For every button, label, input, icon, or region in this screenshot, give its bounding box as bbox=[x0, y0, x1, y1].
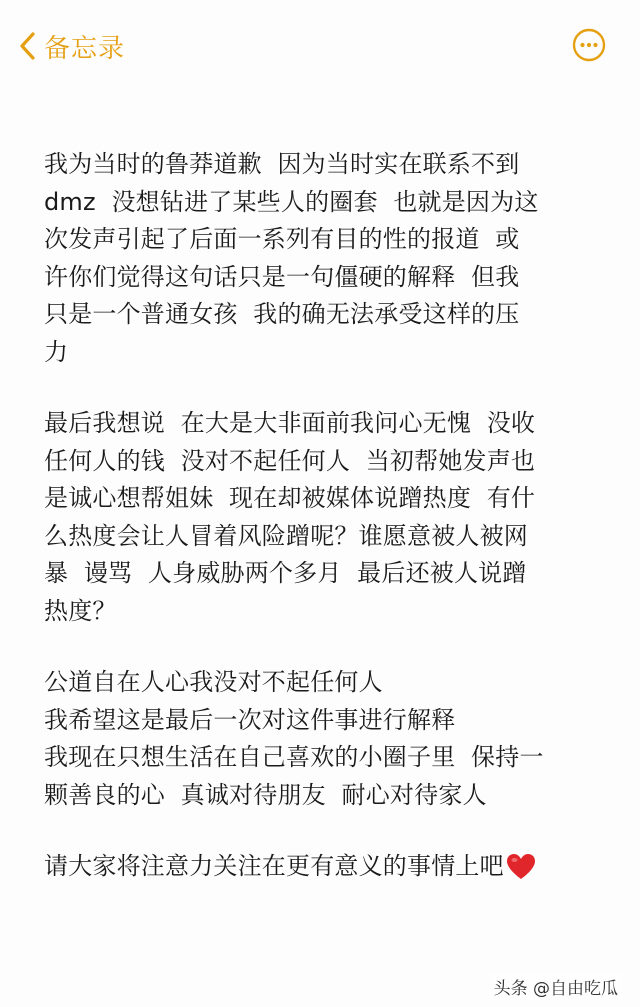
note-line: 我现在只想生活在自己喜欢的小圈子里 保持一 bbox=[44, 743, 544, 771]
note-line: 请大家将注意力关注在更有意义的事情上吧 bbox=[44, 852, 504, 880]
note-line: 只是一个普通女孩 我的确无法承受这样的压 bbox=[44, 300, 520, 328]
note-line: 暴 谩骂 人身威胁两个多月 最后还被人说蹭 bbox=[44, 559, 527, 587]
note-paragraph bbox=[44, 848, 604, 886]
note-paragraph bbox=[44, 664, 604, 814]
note-line: 颗善良的心 真诚对待朋友 耐心对待家人 bbox=[44, 780, 487, 809]
chevron-left-icon bbox=[18, 31, 38, 61]
ellipsis-circle-icon bbox=[572, 28, 606, 62]
note-line: 我希望这是最后一次对这件事进行解释 bbox=[44, 705, 456, 734]
watermark: 头条 @自由吃瓜 bbox=[490, 972, 622, 1001]
note-line: 么热度会让人冒着风险蹭呢？谁愿意被人被网 bbox=[44, 521, 528, 550]
note-line: 任何人的钱 没对不起任何人 当初帮她发声也 bbox=[44, 446, 536, 475]
note-paragraph bbox=[44, 405, 604, 630]
more-options-button[interactable] bbox=[572, 28, 606, 62]
back-button[interactable] bbox=[18, 24, 125, 68]
note-line: 是诚心想帮姐妹 现在却被媒体说蹭热度 有什 bbox=[44, 484, 536, 512]
note-line: 许你们觉得这句话只是一句僵硬的解释 但我 bbox=[44, 262, 520, 291]
back-button-label: 备忘录 bbox=[44, 33, 126, 64]
note-line: dmz 没想钻进了某些人的圈套 也就是因为这 bbox=[44, 187, 539, 216]
note-line: 最后我想说 在大是大非面前我问心无愧 没收 bbox=[44, 409, 536, 437]
note-line-with-heart bbox=[44, 848, 604, 886]
note-line: 公道自在人心我没对不起任何人 bbox=[44, 668, 383, 696]
note-line: 次发声引起了后面一系列有目的性的报道 或 bbox=[44, 225, 520, 253]
note-content[interactable] bbox=[44, 146, 604, 920]
red-heart-icon bbox=[506, 853, 536, 881]
navigation-bar bbox=[0, 18, 640, 74]
note-line: 力 bbox=[44, 337, 69, 366]
note-paragraph bbox=[44, 146, 604, 371]
note-line: 热度？ bbox=[44, 596, 117, 625]
note-line: 我为当时的鲁莽道歉 因为当时实在联系不到 bbox=[44, 150, 520, 178]
